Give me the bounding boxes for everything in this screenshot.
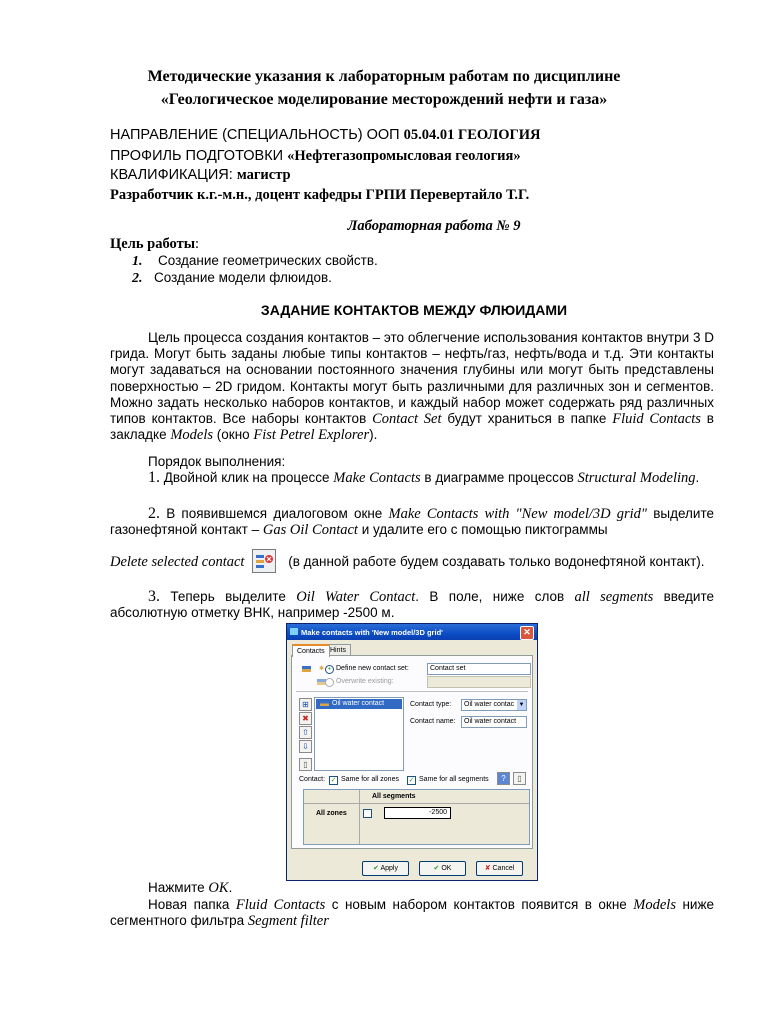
- text-run: ниже сегментного фильтра: [110, 897, 714, 929]
- text-run: Models: [170, 427, 214, 444]
- close-icon[interactable]: ✕: [520, 626, 534, 640]
- text-run: Contact Set: [372, 411, 442, 428]
- ok-label: OK: [441, 865, 452, 872]
- step-2: [110, 506, 714, 538]
- divider: [296, 691, 528, 692]
- text-run: Нажмите: [148, 880, 209, 895]
- text-run: Models: [633, 897, 676, 913]
- text-run: Fluid Contacts: [235, 897, 326, 913]
- delete-contact-icon[interactable]: ✖: [299, 712, 312, 725]
- text-run: Двойной клик на процессе: [160, 470, 334, 485]
- section-heading: ЗАДАНИЕ КОНТАКТОВ МЕЖДУ ФЛЮИДАМИ: [260, 302, 568, 318]
- direction-value: 05.04.01 ГЕОЛОГИЯ: [403, 127, 541, 143]
- text-run: OK: [208, 880, 229, 896]
- text-run: (окно: [213, 427, 254, 443]
- direction-label: НАПРАВЛЕНИЕ (СПЕЦИАЛЬНОСТЬ) ООП: [110, 127, 404, 143]
- intro-paragraph: [110, 330, 714, 443]
- define-new-label: Define new contact set:: [336, 665, 409, 672]
- text-run: в диаграмме процессов: [420, 470, 578, 485]
- goal-item-2: [132, 270, 332, 287]
- text-run: Structural Modeling: [577, 470, 696, 486]
- text-run: в закладке: [110, 411, 714, 443]
- same-segments-label: Same for all segments: [419, 776, 489, 783]
- grid-header: [304, 790, 529, 804]
- text-run: введите абсолютную отметку ВНК, например -2500 м.: [110, 589, 714, 621]
- step-num: 1.: [148, 469, 160, 486]
- contact-name-label: Contact name:: [410, 718, 456, 725]
- col-header: All segments: [372, 793, 416, 800]
- contact-list[interactable]: [314, 697, 404, 771]
- qualification-line: [110, 167, 291, 184]
- text-run: . В поле, ниже слов: [415, 589, 575, 604]
- text-run: all segments: [574, 589, 654, 605]
- tab-hints[interactable]: Hints: [325, 644, 351, 656]
- ok-button[interactable]: [419, 861, 466, 876]
- tab-contacts[interactable]: Contacts: [292, 644, 330, 657]
- contact-set-input[interactable]: Contact set: [427, 663, 531, 675]
- profile-line: [110, 148, 521, 165]
- page-icon[interactable]: ▯: [513, 772, 526, 785]
- step-2-cont: [110, 549, 714, 573]
- define-new-radio[interactable]: •: [325, 665, 334, 674]
- contact-type-select[interactable]: [461, 699, 527, 711]
- goal-item-1: [132, 253, 378, 270]
- doc-title-line1: Методические указания к лабораторным работам по дисциплине: [147, 68, 621, 85]
- goal-num: 1.: [132, 254, 143, 269]
- profile-label: ПРОФИЛЬ ПОДГОТОВКИ: [110, 148, 288, 164]
- apply-button[interactable]: [362, 861, 409, 876]
- add-contact-icon[interactable]: ⊞: [299, 698, 312, 711]
- press-ok-line: [110, 880, 714, 896]
- direction-line: [110, 127, 541, 144]
- text-run: Новая папка: [148, 897, 236, 912]
- same-zones-checkbox[interactable]: ✓: [330, 777, 337, 784]
- qualification-label: КВАЛИФИКАЦИЯ:: [110, 167, 237, 183]
- text-run: (в данной работе будем создавать только водонефтяной контакт).: [284, 554, 705, 569]
- text-run: выделите газонефтяной контакт –: [110, 506, 714, 538]
- text-run: В появившемся диалоговом окне: [160, 506, 389, 521]
- help-icon[interactable]: ?: [497, 772, 510, 785]
- final-paragraph: [110, 897, 714, 929]
- text-run: Теперь выделите: [160, 589, 297, 604]
- star-icon: ✱: [319, 666, 325, 672]
- text-run: Gas Oil Contact: [262, 522, 358, 539]
- contacts-panel: [291, 655, 533, 849]
- lab-title: Лабораторная работа № 9: [347, 218, 521, 234]
- text-run: с новым набором контактов появится в окне: [325, 897, 634, 912]
- contact-type-value: Oil water contac: [464, 701, 515, 708]
- step-1: [110, 470, 714, 486]
- goal-text: Создание геометрических свойств.: [158, 253, 378, 268]
- text-run: Цель процесса создания контактов – это облегчение использования контактов внутри 3 D грида. Могут быть заданы любые типы контактов – нефть/газ, нефть/вода и т.д. Эти контакты могут задаваться на основании постоянного значения глубины или могут быть представлены поверхностью – 2D гридом. Контакты могут быть различными для различных зон и сегментов. Можно задать несколько наборов контактов, и каждый набор может содержать ряд различных типов контактов. Все наборы контактов: [110, 330, 714, 427]
- text-run: Fist Petrel Explorer: [253, 427, 370, 444]
- goal-label: Цель работы: [110, 236, 196, 252]
- profile-value: «Нефтегазопромысловая геология»: [287, 148, 521, 164]
- overwrite-radio[interactable]: [325, 678, 334, 687]
- row-header: All zones: [316, 810, 347, 817]
- dialog-title-bar: [287, 624, 537, 640]
- contact-icon: [320, 701, 329, 706]
- apply-label: Apply: [380, 865, 398, 872]
- text-run: Oil Water Contact: [296, 589, 416, 605]
- chevron-down-icon[interactable]: ▼: [518, 702, 525, 708]
- contact-type-label: Contact type:: [410, 701, 452, 708]
- step-num: 2.: [148, 505, 160, 522]
- text-run: Segment filter: [247, 913, 329, 930]
- checkmark-icon: ✔: [433, 865, 442, 872]
- arrow-down-icon[interactable]: ⇩: [299, 740, 312, 753]
- list-item[interactable]: [316, 699, 402, 709]
- text-run: Make Contacts with "New model/3D grid": [388, 506, 647, 522]
- goal-num: 2.: [132, 271, 143, 286]
- text-run: Delete selected contact: [110, 554, 245, 570]
- cancel-button[interactable]: [476, 861, 523, 876]
- arrow-up-icon[interactable]: ⇧: [299, 726, 312, 739]
- contact-set-icon: [302, 666, 311, 672]
- overwrite-label: Overwrite existing:: [336, 678, 394, 685]
- text-run: .: [228, 880, 233, 895]
- row-checkbox[interactable]: [363, 809, 372, 818]
- cross-icon: ✘: [484, 865, 493, 872]
- goal-heading: [110, 236, 199, 253]
- text-run: Make Contacts: [333, 470, 421, 486]
- doc-title-line2: «Геологическое моделирование месторождений нефти и газа»: [160, 91, 608, 108]
- text-run: и удалите его с помощью пиктограммы: [357, 522, 608, 538]
- dialog-title: Make contacts with 'New model/3D grid': [301, 628, 443, 637]
- same-zones-label: Same for all zones: [341, 776, 399, 783]
- text-run: ).: [369, 427, 378, 443]
- contact-label: Contact:: [299, 776, 326, 783]
- contact-grid: [303, 789, 530, 845]
- cell-value[interactable]: -2500: [384, 807, 451, 819]
- grid-divider: [359, 790, 360, 844]
- goal-text: Создание модели флюидов.: [154, 270, 332, 285]
- goal-colon: :: [195, 236, 200, 252]
- cancel-label: Cancel: [492, 865, 515, 872]
- qualification-value: магистр: [236, 167, 291, 183]
- text-run: будут храниться в папке: [441, 411, 613, 427]
- list-item-label: Oil water contact: [332, 700, 385, 707]
- delete-contact-icon: [252, 549, 276, 573]
- step-num: 3.: [148, 588, 160, 605]
- same-segments-checkbox[interactable]: ✓: [408, 777, 415, 784]
- order-line: Порядок выполнения:: [148, 454, 286, 469]
- text-run: .: [695, 470, 700, 485]
- app-icon: [290, 628, 298, 635]
- step-3: [110, 589, 714, 621]
- overwrite-select[interactable]: [427, 676, 531, 688]
- page-icon[interactable]: ▯: [299, 758, 312, 771]
- checkmark-icon: ✔: [373, 865, 381, 872]
- text-run: Fluid Contacts: [612, 411, 701, 428]
- developer-line: Разработчик к.г.-м.н., доцент кафедры ГРПИ Перевертайло Т.Г.: [110, 187, 530, 203]
- contact-name-input[interactable]: Oil water contact: [461, 716, 527, 728]
- make-contacts-dialog: [286, 623, 538, 881]
